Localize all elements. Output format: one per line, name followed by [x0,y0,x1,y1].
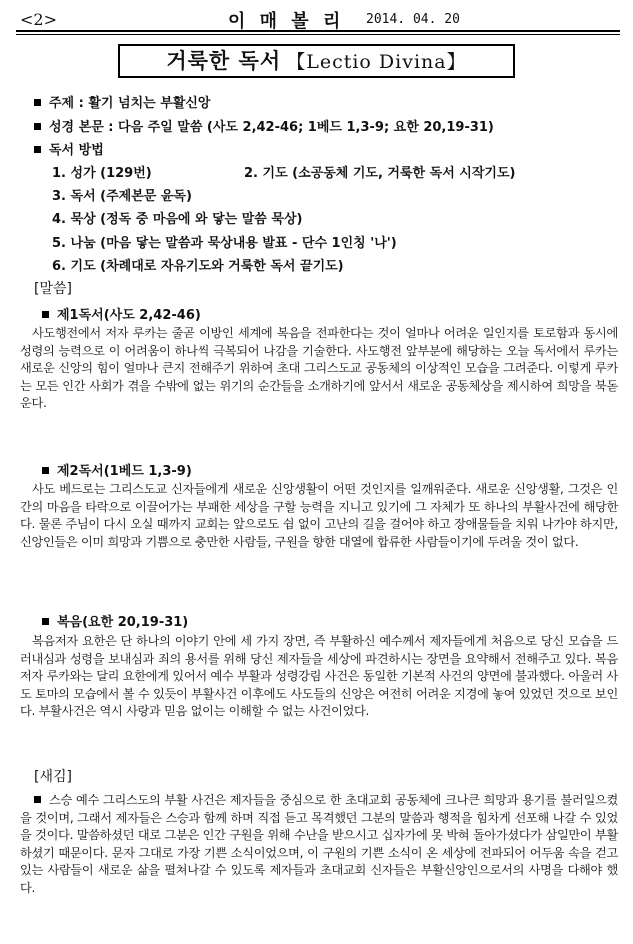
method-step: 2. 기도 (소공동체 기도, 거룩한 독서 시작기도) [244,166,516,181]
method-step: 3. 독서 (주제본문 윤독) [52,189,192,204]
square-bullet-icon [34,99,41,106]
gospel-text: 복음저자 요한은 단 하나의 이야기 안에 세 가지 장면, 즉 부활하신 예수께서 제자들에게 처음으로 당신 모습을 드러내심과 성령을 보내심과 죄의 용서를 위해 당신 제자들을 세상에 파견하시는 장면을 요약해서 전해주고 있다. 복음저자 루카와는 달리 요한에게 있어서 예수 부활과 성령강림 사건은 동일한 기본적 사건의 양면에 불과했다. 아울러 사도 토마의 모습에서 볼 수 있듯이 부활사건 이후에도 사도들의 신앙은 여전히 어려운 지경에 놓여 있었던 것으로 보인다. 부활사건은 역시 사랑과 믿음 없이는 이해할 수 없는 사건이었다. [20,634,618,719]
scripture-line [34,116,494,135]
title-latin: Lectio Divina [306,51,447,73]
page-header [20,6,620,32]
square-bullet-icon [42,311,49,318]
first-reading-title: 제1독서(사도 2,42-46) [57,308,201,323]
reflection-text: 스승 예수 그리스도의 부활 사건은 제자들을 중심으로 한 초대교회 공동체에 크나큰 희망과 용기를 불러일으켰을 것이며, 그래서 제자들은 스승과 함께 하며 직접 듣고 목격했던 그분의 말씀과 행적을 힘차게 선포해 나갈 수 있었을 것이다. 말씀하셨던 대로 그분은 인간 구원을 위해 수난을 받으시고 십자가에 못 박혀 돌아가셨다가 삼일만이 부활하셨기 때문이다. 문자 그대로 가장 기쁜 소식이었으며, 이 구원의 기쁜 소식이 온 세상에 전파되어 어두움 속을 걷고 있는 사람들이 새로운 삶을 펼쳐나갈 수 있도록 제자들과 초대교회 신자들은 부활신앙인으로서의 사명을 다해야 했다. [20,793,618,895]
issue-date: 2014. 04. 20 [366,12,460,27]
first-reading-text: 사도행전에서 저자 루카는 줄곧 이방인 세계에 복음을 전파한다는 것이 얼마나 어려운 일인지를 토로함과 동시에 성령의 능력으로 이 어려움이 하나씩 극복되어 나감을 기술한다. 사도행전 앞부분에 해당하는 오늘 독서에서 루카는 새로운 신앙의 힘이 얼마나 큰지 전해주기 위하여 초대 그리스도교 공동체의 이상적인 모습을 그려준다. 이렇게 루카는 모든 인간 사회가 겪을 수밖에 없는 위기의 순간들을 소개하기에 앞서서 새로운 공동체상을 제시하여 희망을 북돋운다. [20,326,618,411]
method-step: 6. 기도 (차례대로 자유기도와 거룩한 독서 끝기도) [52,259,344,274]
gospel-heading [42,611,188,630]
square-bullet-icon [34,146,41,153]
title-bracket-close: 】 [446,51,467,73]
header-divider [16,30,620,35]
scripture-text: 성경 본문 : 다음 주일 말씀 (사도 2,42-46; 1베드 1,3-9; 요한 20,19-31) [49,120,494,135]
square-bullet-icon [34,796,41,803]
theme-line [34,92,210,111]
title-bracket-open: 【 [286,51,307,73]
method-line [34,139,104,158]
reflection-paragraph [20,792,618,898]
word-section-label: [말씀] [34,281,72,297]
gospel-title: 복음(요한 20,19-31) [57,615,189,630]
method-label: 독서 방법 [49,143,104,158]
second-reading-heading [42,460,192,479]
square-bullet-icon [42,467,49,474]
newsletter-name: 이 매 볼 리 [228,11,345,32]
method-step: 5. 나눔 (마음 닿는 말씀과 묵상내용 발표 - 단수 1인칭 '나') [52,236,397,251]
first-reading-heading [42,304,201,323]
method-step: 1. 성가 (129번) [52,166,152,181]
title-korean: 거룩한 독서 [166,49,282,73]
page-number: <2> [20,10,57,29]
method-step: 4. 묵상 (정독 중 마음에 와 닿는 말씀 묵상) [52,212,303,227]
square-bullet-icon [42,618,49,625]
square-bullet-icon [34,123,41,130]
title-box [118,44,515,78]
second-reading-text: 사도 베드로는 그리스도교 신자들에게 새로운 신앙생활이 어떤 것인지를 일깨워준다. 새로운 신앙생활, 그것은 인간의 마음을 타락으로 이끌어가는 부패한 세상을 구할 능력을 지니고 있기에 그 자체가 또 하나의 부활사건에 해당한다. 물론 주님이 다시 오실 때까지 교회는 앞으로도 쉼 없이 고난의 길을 걸어야 하고 장애물들을 치워 나가야 하지만, 신앙인들은 이미 희망과 기쁨으로 충만한 사람들, 구원을 향한 대열에 합류한 사람들이기에 두려울 것이 없다. [20,482,618,549]
reflection-label: [새김] [34,769,72,785]
theme-text: 주제 : 활기 넘치는 부활신앙 [49,96,211,111]
second-reading-title: 제2독서(1베드 1,3-9) [57,464,192,479]
